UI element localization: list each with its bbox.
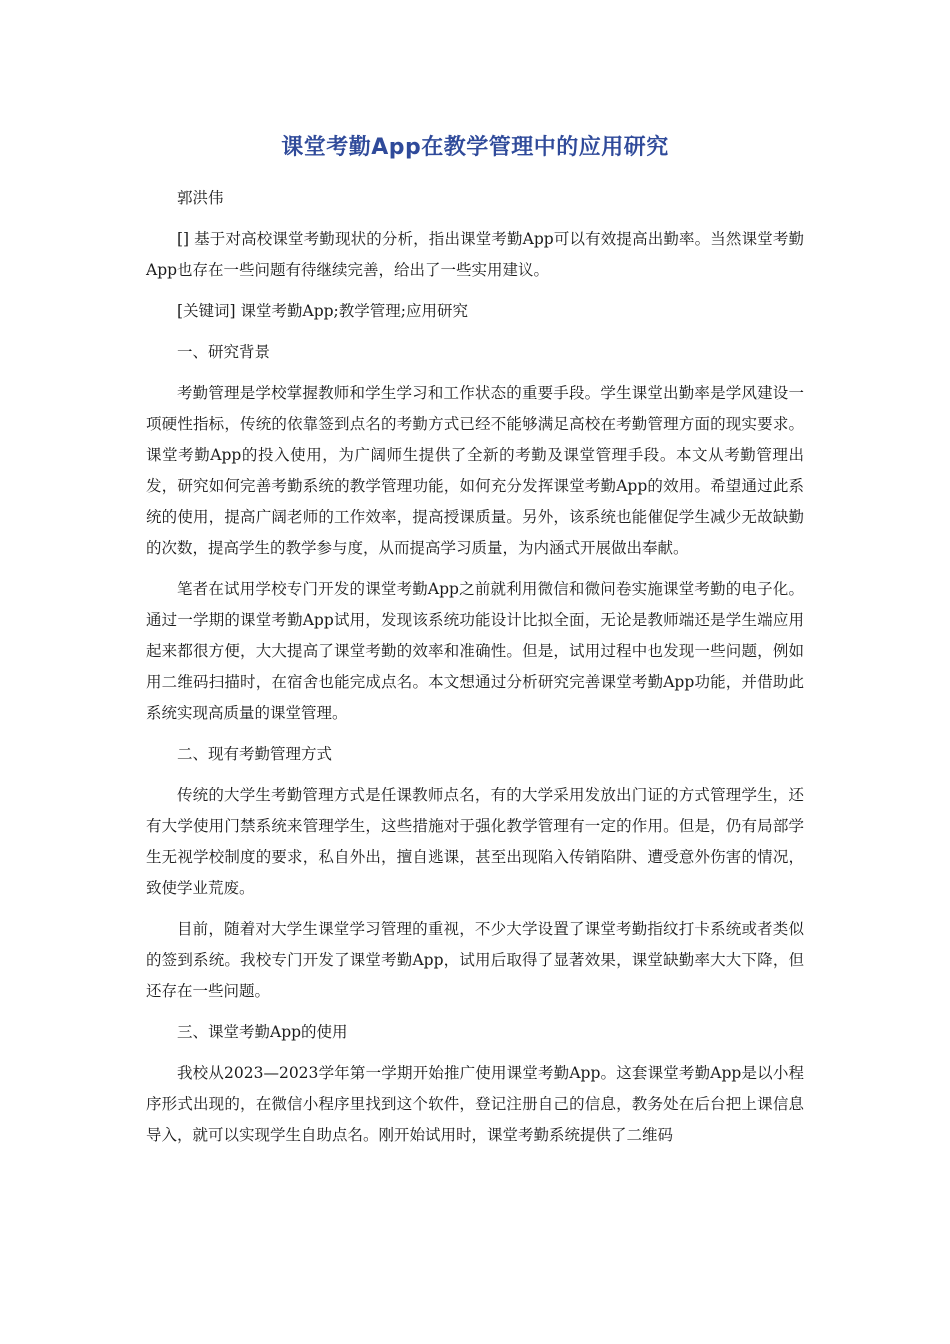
article-title: 课堂考勤App在教学管理中的应用研究 (281, 135, 669, 160)
paragraph: 考勤管理是学校掌握教师和学生学习和工作状态的重要手段。学生课堂出勤率是学风建设一项硬性指标，传统的依靠签到点名的考勤方式已经不能够满足高校在考勤管理方面的现实要求。课堂考勤App的投入使用，为广阔师生提供了全新的考勤及课堂管理手段。本文从考勤管理出发，研究如何完善考勤系统的教学管理功能，如何充分发挥课堂考勤App的效用。希望通过此系统的使用，提高广阔老师的工作效率，提高授课质量。另外，该系统也能催促学生减少无故缺勤的次数，提高学生的教学参与度，从而提高学习质量，为内涵式开展做出奉献。 (146, 384, 804, 557)
paragraph: 笔者在试用学校专门开发的课堂考勤App之前就利用微信和微问卷实施课堂考勤的电子化。通过一学期的课堂考勤App试用，发现该系统功能设计比拟全面，无论是教师端还是学生端应用起来都很方便，大大提高了课堂考勤的效率和准确性。但是，试用过程中也发现一些问题，例如用二维码扫描时，在宿舍也能完成点名。本文想通过分析研究完善课堂考勤App功能，并借助此系统实现高质量的课堂管理。 (146, 580, 804, 722)
section-heading-2: 二、现有考勤管理方式 (177, 745, 333, 763)
paragraph: 传统的大学生考勤管理方式是任课教师点名，有的大学采用发放出门证的方式管理学生，还有大学使用门禁系统来管理学生，这些措施对于强化教学管理有一定的作用。但是，仍有局部学生无视学校制度的要求，私自外出，擅自逃课，甚至出现陷入传销陷阱、遭受意外伤害的情况，致使学业荒废。 (146, 786, 804, 897)
author: 郭洪伟 (177, 189, 224, 207)
abstract: [] 基于对高校课堂考勤现状的分析，指出课堂考勤App可以有效提高出勤率。当然课堂考勤App也存在一些问题有待继续完善，给出了一些实用建议。 (146, 230, 804, 279)
keywords: [关键词] 课堂考勤App;教学管理;应用研究 (177, 302, 469, 320)
article (146, 130, 804, 1161)
section-heading-1: 一、研究背景 (177, 343, 271, 361)
paragraph: 我校从2023—2023学年第一学期开始推广使用课堂考勤App。这套课堂考勤App是以小程序形式出现的，在微信小程序里找到这个软件，登记注册自己的信息，教务处在后台把上课信息导入，就可以实现学生自助点名。刚开始试用时，课堂考勤系统提供了二维码 (146, 1064, 804, 1144)
section-heading-3: 三、课堂考勤App的使用 (177, 1023, 348, 1041)
paragraph: 目前，随着对大学生课堂学习管理的重视，不少大学设置了课堂考勤指纹打卡系统或者类似的签到系统。我校专门开发了课堂考勤App，试用后取得了显著效果，课堂缺勤率大大下降，但还存在一些问题。 (146, 920, 804, 1000)
